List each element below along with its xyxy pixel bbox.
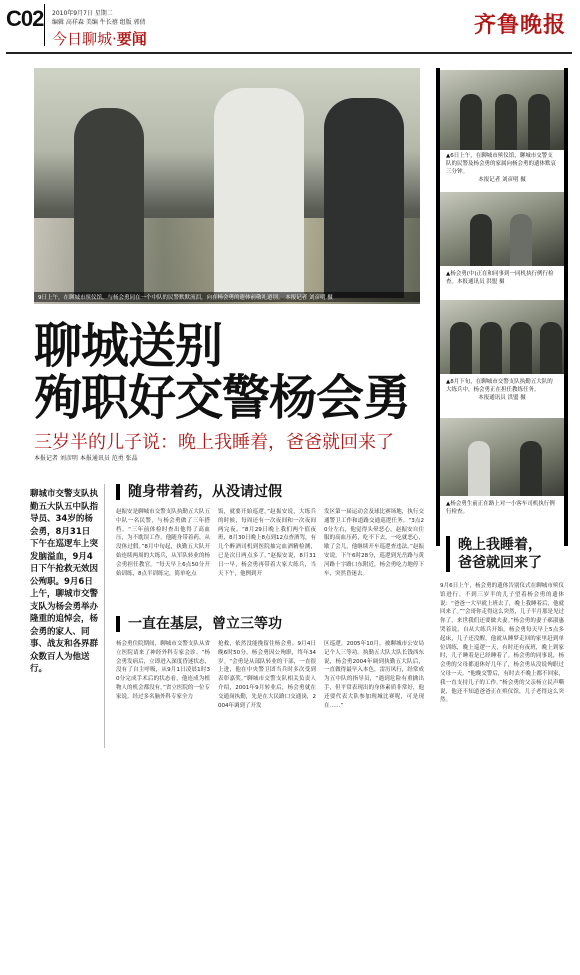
section-2-col-2: 抢救，依然没能挽留住杨会勇。9月4日晚6时50分，杨会勇因公殉职，终年34岁。“会勇是从部队转业的干部，一直很上进，他在中央警卫团当兵时多次受到表彰嘉奖。”聊城市交警支队相关负责人介绍，2001年9月转业后，杨会勇就在交通岗执勤，先是在大民路口交通岗，2004年调到了开发 [218,641,316,709]
film-strip-right [564,68,568,546]
headline-line-2: 殉职好交警杨会勇 [34,370,411,426]
right-photo-4-caption: ▲杨会勇生前正在路上对一小客车司机执行例行检查。 [446,501,555,515]
editor-credits: 编辑 高祥森 美编 牛长禧 组版 郭倩 [52,19,146,26]
header-divider [44,4,45,46]
page-number: C02 [6,6,44,31]
lead-summary: 聊城市交警支队执勤五大队五中队指导员、34岁的杨会勇，8月31日下午在巡逻车上突发脑溢血，9月4日下午抢救无效因公殉职。9月6日上午，聊城市交警支队为杨会勇举办隆重的追悼会，杨会勇的家人、同事、战友和各界群众数百人为他送行。 [30,489,99,674]
subheadline: 三岁半的儿子说：晚上我睡着，爸爸就回来了 [34,432,394,453]
column-divider [104,484,105,748]
section-1-col-3: 发区第一届运动会及球比赛场地，执行交通警卫工作和道路交通巡逻任务。“3点20分左右，他觉得头晕恶心，赵振安自住服的高血压药，吃不下去，一吃就恶心，歇了会儿，他继续开车巡逻查违法。”赵振安说，下午6时28分，巡逻到光岳路与黄河路十字路口东附近，杨会勇吃力地停下车，突然昏迷去。 [324,509,424,577]
right-photo-1-caption: ▲6日上午，在聊城市殡仪馆，聊城市交警支队的民警及杨会勇的家属向杨会勇的遗体默哀三分钟。 本报记者 刘彦明 摄 [446,153,557,183]
section-2-heading: 一直在基层，曾立三等功 [116,616,282,632]
main-photo-caption: 9日上午，在聊城市殡仪馆，与杨会勇同在一个中队的民警默默流泪，向在杨会勇的遗体前敬礼道别。 本报记者 刘彦明 摄 [34,292,420,302]
byline: 本报记者 刘彦明 本报通讯员 范勇 张晶 [34,455,138,462]
right-photo-4 [440,418,564,496]
right-story-body: 9月6日上午，杨会勇的遗体告别仪式在聊城市殡仪馆进行。不到三岁半的儿子望着杨会勇的遗体说：“爸爸一大早就上班去了，晚上我睡着后，他就回来了。”“会哥你走得这么突然，儿子半月那是见过你了，来世我们还要做夫妻。”杨会勇的妻子郝淑惠哭着说，自从大练兵开始，杨会勇每天早上5点多起床，儿子还没醒，他就从睡梦走回的家里赶到单位训练，晚上巡逻一天，有时还有夜班，晚上到家时，儿子睡着是已经睡着了。杨会勇的同事说，杨会勇的父母都退休好几年了，杨会勇从没说殉职过父母一天。“他晚交警后，有时去不晚上都不回家，我一直支持儿子的工作。”杨会勇的父亲杨立民声嘶说，他还不知道爸爸正在殡仪馆，儿子老得这么突然。 [440,583,564,704]
headline-line-1: 聊城送别 [34,318,223,374]
section-2-col-3: 区巡逻。2005年10月，被聊城市公安局记个人三等功。执勤五大队大队长钱西东说，杨会勇2004年调到执勤五大队后，一直做得最早入本色，雷厉风行，经常成为五中队的指导员，“遇到危险有重擒出手，但平常表现出的身体素质非常好，他还要代表大队参加现城比赛呢，可是现在……” [324,641,424,709]
section-prefix: 今日聊城· [52,30,117,48]
section-title [52,28,147,49]
right-photo-1 [440,70,564,150]
right-photo-2 [440,192,564,266]
right-photo-2-caption: ▲杨会勇(中)正在和同事到一同机执行例行检查。本报通讯员 洪盟 摄 [446,271,554,285]
newspaper-masthead: 齐鲁晚报 [473,12,566,38]
section-2-col-1: 杨会勇住院期间，聊城市交警支队从省立医院请来了神经外科专家会诊。“杨会勇发病后，立即进入深度昏迷状态，没有了自主呼吸，从9月1日凌晨1时30分完成手术后的状态看，他连成为植物人的机会都没有，”省立医院的一位专家说。经过多名脑外科专家全力 [116,641,210,700]
section-1-heading: 随身带着药，从没请过假 [116,484,282,500]
main-photo [34,68,420,304]
headline [34,320,410,424]
section-main: 要闻 [116,30,147,48]
right-photo-3-caption: ▲8月下旬，在聊城市交警支队执勤五大队的大练兵中，杨会勇正在担任教练任务。 本报通讯员 洪盟 摄 [446,379,553,401]
right-photo-3 [440,300,564,374]
section-1-col-2: 饭，就要开始巡逻，”赵振安说，大练兵的时候，每周还有一次夜间和一次夜间两完夜。“8月29日晚上我们两个值夜班，8月30日晚上8点到12点查酒驾，有几个醉酒司机到医院抽完血酒精检测，已是次日两点多了。”赵振安说，8月31日一早，杨会勇再带着大家大练兵，当天下午，他例到开 [218,509,316,577]
issue-date: 2010年9月7日 星期二 [52,10,113,17]
header-rule [6,52,572,54]
right-story-heading: 晚上我睡着， 爸爸就回来了 [446,536,578,572]
issue-meta [52,9,146,27]
section-1-col-1: 赵振安是聊城市交警支队执勤五大队五中队一名民警，与杨会勇做了三年搭档。“三年前体检时查出他得了高血压，为不耽误工作，他随身带着药，从没休过假。”8月中旬起，执勤五大队开始连续两周的大练兵，从军队转业的杨会勇担任教官。“每天早上6点50分开始训练，8点半训练完，简单吃点 [116,509,210,577]
